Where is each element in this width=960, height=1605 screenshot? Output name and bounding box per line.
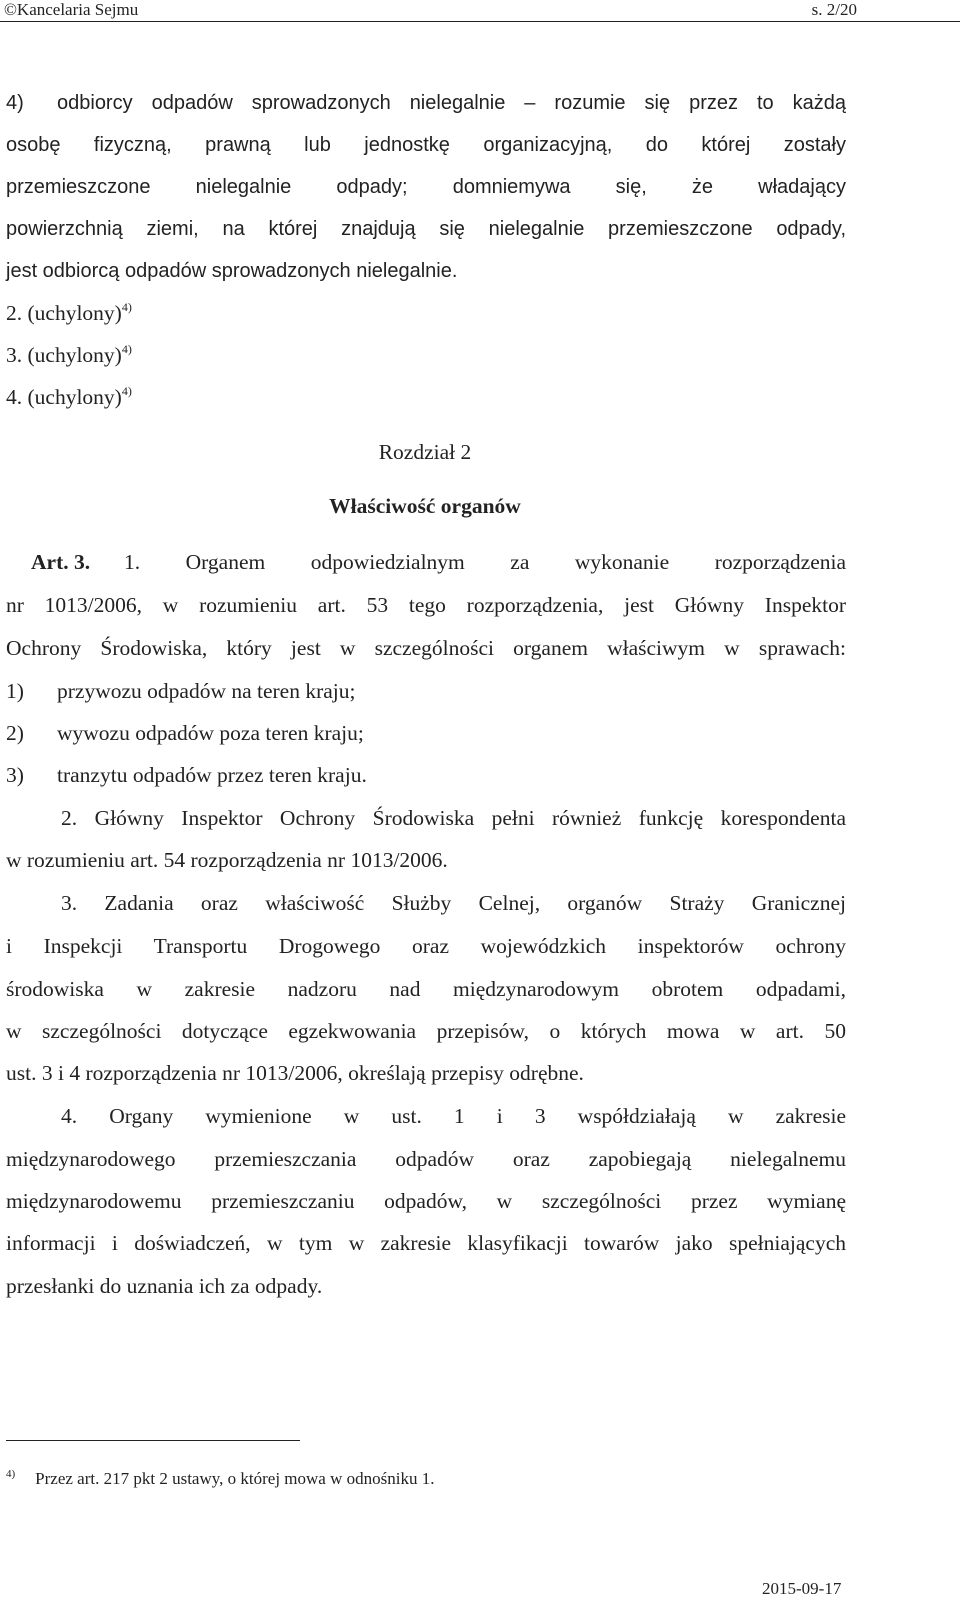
- repealed-item-4: [6, 381, 846, 413]
- art3-p1-line1: 1. Organem odpowiedzialnym za wykonanie rozporządzenia: [124, 550, 846, 574]
- art3-point-3: [6, 759, 846, 791]
- footnote-ref: 4): [121, 342, 132, 356]
- footnote-text: Przez art. 217 pkt 2 ustawy, o której mowa w odnośniku 1.: [35, 1469, 435, 1488]
- repealed-text: 3. (uchylony): [6, 343, 122, 367]
- page-number: s. 2/20: [811, 0, 857, 19]
- repealed-text: 2. (uchylony): [6, 301, 122, 325]
- item4-line1: [6, 87, 846, 119]
- art3-p3-line4: w szczególności dotyczące egzekwowania przepisów, o których mowa w art. 50: [6, 1019, 846, 1043]
- chapter-title: Właściwość organów: [329, 494, 521, 518]
- point-number: 3): [6, 763, 24, 787]
- item4-line4: powierzchnią ziemi, na której znajdują się nielegalnie przemieszczone odpady,: [6, 218, 846, 240]
- repealed-item-3: [6, 339, 846, 371]
- point-number: 2): [6, 721, 24, 745]
- point-text: tranzytu odpadów przez teren kraju.: [57, 763, 367, 787]
- art3-p2-line1: 2. Główny Inspektor Ochrony Środowiska pełni również funkcję korespondenta: [61, 806, 846, 830]
- footnote: [6, 1468, 434, 1490]
- point-text: wywozu odpadów poza teren kraju;: [57, 721, 364, 745]
- point-text: przywozu odpadów na teren kraju;: [57, 679, 356, 703]
- art3-p3-line2: i Inspekcji Transportu Drogowego oraz wojewódzkich inspektorów ochrony: [6, 934, 846, 958]
- art3-p2-line2: w rozumieniu art. 54 rozporządzenia nr 1013/2006.: [6, 848, 448, 872]
- footnote-divider: [6, 1440, 300, 1441]
- art3-p4-line3: międzynarodowemu przemieszczaniu odpadów, w szczególności przez wymianę: [6, 1189, 846, 1213]
- art3-point-1: [6, 675, 846, 707]
- item4-line5: jest odbiorcą odpadów sprowadzonych nielegalnie.: [6, 260, 458, 282]
- art3-p4-line5: przesłanki do uznania ich za odpady.: [6, 1274, 323, 1298]
- art3-p4-line2: międzynarodowego przemieszczania odpadów oraz zapobiegają nielegalnemu: [6, 1147, 846, 1171]
- item4-number: 4): [6, 92, 24, 114]
- art3-point-2: [6, 717, 846, 749]
- copyright-label: ©Kancelaria Sejmu: [4, 0, 139, 19]
- art3-p3-line3: środowiska w zakresie nadzoru nad międzynarodowym obrotem odpadami,: [6, 977, 846, 1001]
- repealed-item-2: [6, 297, 846, 329]
- art3-p3-line5: ust. 3 i 4 rozporządzenia nr 1013/2006, określają przepisy odrębne.: [6, 1061, 584, 1085]
- art3-p1-line2: nr 1013/2006, w rozumieniu art. 53 tego rozporządzenia, jest Główny Inspektor: [6, 593, 846, 617]
- page-header: [0, 0, 960, 22]
- item4-line2: osobę fizyczną, prawną lub jednostkę organizacyjną, do której zostały: [6, 134, 846, 156]
- point-number: 1): [6, 679, 24, 703]
- art3-p1-line3: Ochrony Środowiska, który jest w szczególności organem właściwym w sprawach:: [6, 636, 846, 660]
- header-divider: [0, 21, 960, 22]
- footnote-marker: 4): [6, 1468, 16, 1480]
- art3-p4-line4: informacji i doświadczeń, w tym w zakresie klasyfikacji towarów jako spełniających: [6, 1231, 846, 1255]
- item4-line3: przemieszczone nielegalnie odpady; domniemywa się, że władający: [6, 176, 846, 198]
- footnote-ref: 4): [121, 384, 132, 398]
- footnote-ref: 4): [121, 300, 132, 314]
- art3-p3-line1: 3. Zadania oraz właściwość Służby Celnej, organów Straży Granicznej: [61, 891, 846, 915]
- document-date: 2015-09-17: [762, 1579, 842, 1598]
- chapter-number: Rozdział 2: [378, 440, 472, 464]
- article-label: Art. 3.: [31, 550, 91, 574]
- repealed-text: 4. (uchylony): [6, 385, 122, 409]
- art3-p4-line1: 4. Organy wymienione w ust. 1 i 3 współdziałają w zakresie: [61, 1104, 846, 1128]
- item4-text-1: odbiorcy odpadów sprowadzonych nielegalnie – rozumie się przez to każdą: [57, 92, 846, 114]
